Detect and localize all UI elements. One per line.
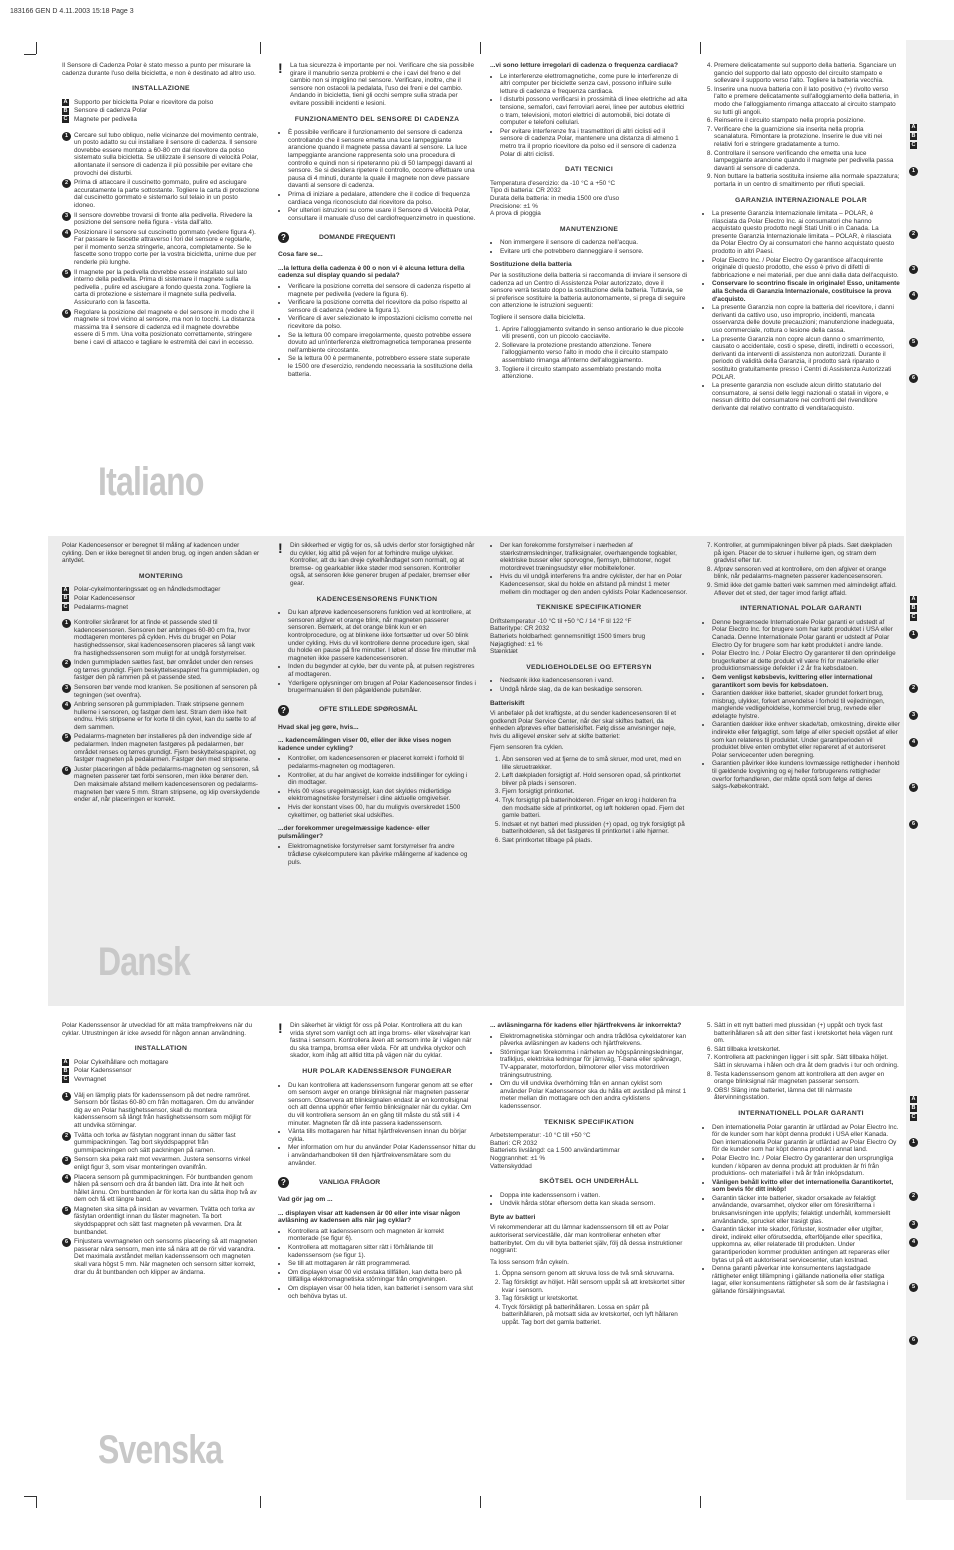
crop-mark — [480, 1496, 481, 1508]
list-item: 1. Åbn sensoren ved at fjerne de to små skruer, mod uret, med en lille skruetrækker. — [502, 756, 688, 771]
edge-legend-marker: C — [911, 614, 916, 620]
list-item: • Garantien dækker ikke enhver skade/tab, omkostning, direkte eller indirekte eller følgagtigt, som følge af eller specielt opstået af eller som kan relateres til produktet. Under garantiperioden vil produktet blive enten ombyttet eller repareret af et autoriseret Polar servicecenter uden beregning. — [712, 721, 900, 759]
list-item: • Se la lettura 00 è permanente, potrebbero essere state superate le 1500 ore d'esercizio, rendendo necessaria la sostituzione della batteria. — [288, 355, 476, 378]
spec-line: Noggrannhet: ±1 % — [490, 1154, 546, 1162]
list-item: • Garantien dækker ikke batteriet, skader grundet forkert brug, misbrug, ulykker, forkert anvendelse i forhold til vejledningen, manglende vedligeholdelse, kommerciel brug, revnede eller ødelagte hylstre. — [712, 690, 900, 720]
sv-faq-heading — [278, 1177, 476, 1188]
da-steps: 1 Kontroller skrårøret for at finde et passende sted til kadencesensoren. Sensoren bør anbringes 60-80 cm fra, hvor modtageren monteres på cyklen. Hvis du bruger en Polar hastighedssensor, skal kadencesensoren placeres så langt væk fra hastighedssensoren som muligt for at undgå forstyrrelser. 2 Inden gummipladen sættes fast, bør området under den renses og tørres grundigt. Fjern beskyttelsespapiret fra gummipladen, og fastgør den på rammen på et passende sted. 3 Sensoren bør vende mod kranken. Se positionen af sensoren på tegningen (set ovenfra). 4 Anbring sensoren på gummipladen. Træk stripsene gennem hullerne i sensoren, og fastgør dem løst. Stram dem ikke helt endnu. Hvis stripsene er for korte til din cykel, kan du sætte to af dem sammen. 5 Pedalarms-magneten bør installeres på den indvendige side af pedalarmen. Inden magneten fastgøres på pedalarmen, bør området renses og tørres grundigt. Fjern beskyttelsespapiret, og fastgør magneten på pedalarmen. Fastgør den med stripsene. 6 Juster placeringen af både pedalarms-magneten og sensoren, så magneten passerer tæt forbi sensoren, men ikke berører den. Den maksimale afstand mellem kadencesensoren og pedalarms-magneten bør være 5 mm. Stram stripsene, og klip overskydende ender af, når placeringen er korrekt. — [62, 619, 260, 804]
sv-batt-intro: Vi rekommenderar att du lämnar kadenssensorn till ett av Polar auktoriserat serviceställe, där man kontrollerar enheten efter batteribytet. Om du vill byta batteriet själv, följ då dessa instruktioner noggrant: — [490, 1224, 683, 1255]
it-intro: Il Sensore di Cadenza Polar è stato messo a punto per misurare la cadenza durante l'uso della bicicletta, e non è destinato ad altro uso. — [62, 62, 256, 77]
edge-legend-marker: C — [911, 142, 916, 148]
list-item: • Mer information om hur du använder Polar Kadenssensor hittar du i användarhandboken till den hjärtfrekvensmätare som du använder. — [288, 1144, 476, 1167]
edge-step-marker: 6 — [909, 820, 918, 829]
edge-legend-marker: A — [911, 1096, 916, 1102]
legend-c: Vevmagnet — [74, 1075, 106, 1083]
legend-b: Sensore di cadenza Polar — [74, 107, 148, 115]
it-tech-heading: DATI TECNICI — [564, 166, 614, 174]
list-item: • Störningar kan förekomma i närheten av högspänningsledningar, trafikljus, elektriska ledningar för järnväg, T-bana eller spårvagn, TV-apparater, motorfordon, bilmotorer eller viss motordriven träningsutrustning. — [500, 1049, 688, 1079]
spec-line: Vattenskyddad — [490, 1162, 532, 1170]
list-item: 8. Afprøv sensoren ved at kontrollere, om den afgiver et orange blink, når pedalarms-magneten passerer kadencesensoren. — [714, 566, 900, 581]
sv-guar — [702, 1124, 900, 1296]
da-warning — [278, 542, 476, 588]
da-batt-steps-a — [490, 756, 688, 845]
it-steps: 1 Cercare sul tubo obliquo, nelle vicinanze del movimento centrale, un posto adatto su cui installare il sensore di cadenza. Il sensore dovrebbe essere montato a 60-80 cm dal ricevitore da polso sistemato sulla bicicletta. Se utilizzate il sensore di velocità Polar, allontanate il sensore di cadenza il più possibile per evitare che provochi dei disturbi. 2 Prima di attaccare il cuscinetto gommato, pulire ed asciugare accuratamente la parte sottostante. Togliere la carta di protezione dal cuscinetto gommato e sistemarlo sul telaio in un posto idoneo. 3 Il sensore dovrebbe trovarsi di fronte alla pedivella. Rivedere la posizione del sensore nella figura - vista dall'alto. 4 Posizionare il sensore sul cuscinetto gommato (vedere figura 4). Far passare le fascette attraverso i fori del sensore e regolarle, per il momento senza stringerle, ancora, completamente. Se le fascette sono troppo corte per la vostra bicicletta, unirne due per renderle più lunghe. 5 Il magnete per la pedivella dovrebbe essere installato sul lato interno della pedivella. Prima di sistemare il magnete sulla pedivella , pulire ed asciugare a fondo questa zona. Togliere la carta di protezione e sistemare il magnete sulla pedivella. Assicurarlo con la fascetta. 6 Regolare la posizione del magnete e del sensore in modo che il magnete si trovi vicino al sensore, ma non lo tocchi. La distanza massima tra il sensore di cadenza ed il magnete dovrebbe essere di 5 mm. Una volta posizionato correttamente, stringere bene i cavi di attacco e tagliare le estremità dei cavi in eccesso. — [62, 132, 260, 347]
legend-c: Magnete per pedivella — [74, 115, 137, 123]
step-3: Sensorn ska peka rakt mot vevarmen. Justera sensorns vinkel enligt figur 3, som visar monteringen ovanifrån. — [74, 1156, 251, 1171]
list-item: • Hvis der konstant vises 00, har du muligvis overskredet 1500 cykeltimer, og batteriet skal udskiftes. — [288, 804, 476, 819]
it-faq-heading — [278, 232, 476, 243]
list-item: 8. Controllare il sensore verificando che emetta una luce lampeggiante arancione quando il magnete per pedivella passa davanti al sensore di cadenza. — [714, 150, 900, 173]
list-item: 8. Testa kadenssensorn genom att kontrollera att den avger en orange blinksignal när magneten passerar sensorn. — [714, 1071, 900, 1086]
edge-step-marker: 2 — [909, 684, 918, 693]
it-batt-intro: Per la sostituzione della batteria si raccomanda di inviare il sensore di cadenza ad un Centro di Assistenza Polar autorizzato, dove il sensore verrà testato dopo la sostituzione della batteria. Tuttavia, se si preferisce sostituire la batteria autonomamente, si prega di seguire con attenzione le istruzioni seguenti: — [490, 272, 688, 310]
da-faq-sub: Hvad skal jeg gøre, hvis... — [278, 723, 359, 731]
step-6: Juster placeringen af både pedalarms-magneten og sensoren, så magneten passerer tæt forbi sensoren, men ikke berører den. Den maksimale afstand mellem kadencesensoren og pedalarms-magneten bør være 5 mm. Stram stripsene, og klip overskydende ender af, når placeringen er korrekt. — [74, 765, 260, 804]
list-item: • Inden du begynder at cykle, bør du vente på, at pulsen registreres af modtageren. — [288, 663, 476, 678]
step-2: Prima di attaccare il cuscinetto gommato, pulire ed asciugare accuratamente la parte sottostante. Togliere la carta di protezione dal cuscinetto gommato e sistemarlo sul telaio in un posto idoneo. — [74, 179, 260, 209]
list-item: 2. Løft dækpladen forsigtigt af. Hold sensoren opad, så printkortet bliver på plads i sensoren. — [502, 772, 688, 787]
list-item: • La presente Garanzia Internazionale limitata – POLAR, è rilasciata da Polar Electro Inc. ai consumatori che hanno acquistato questo prodotto negli Stati Uniti o in Canada. La presente Garanzia Internazionale limitata – POLAR, è rilasciata da Polar Electro Oy ai consumatori che hanno acquistato questo prodotto in altri Paesi. — [712, 210, 900, 256]
legend-a: Supporto per bicicletta Polar e ricevitore da polso — [74, 98, 214, 106]
da-faq-a2-b — [490, 542, 688, 596]
da-col-1 — [62, 542, 260, 806]
step-6: Finjustera vevmagneten och sensorns placering så att magneten passerar nära sensorn, men inte så nära att de rör vid varandra. Det maximala avståndet mellan kadenssensorn och magneten skall vara högst 5 mm. När magneten och sensorn sitter korrekt, drar du åt buntbanden och klipper av ändarna. — [74, 1238, 258, 1276]
list-item: 6. Reinserire il circuito stampato nella propria posizione. — [714, 117, 900, 125]
legend-a: Polar Cykelhållare och mottagare — [74, 1058, 169, 1066]
crop-mark — [24, 54, 36, 55]
crop-mark — [24, 1496, 36, 1497]
list-item: • Per ulteriori istruzioni su come usare il Sensore di Velocità Polar, consultare il manuale d'uso del cardiofrequenzimetro in questione. — [288, 207, 476, 222]
edge-step-marker: 3 — [909, 711, 918, 720]
edge-legend-marker: C — [911, 1114, 916, 1120]
spec-line: Stænktæt — [490, 648, 518, 656]
list-item: • Du kan afprøve kadencesensorens funktion ved at kontrollere, at sensoren afgiver et orange blink, når magneten passerer sensoren. Bemærk, at det orange blink kun er en kontrolprocedure, og at blinkene ikke fortsætter ud over 50 blink under cykling. Hvis du vil kontrollere denne procedure igen, skal du holde en pause på fire minutter. I løbet af disse fire minutter må magneten ikke passere kadencesensoren. — [288, 609, 476, 662]
da-legend: A Polar-cykelmonteringssæt og en håndledsmodtager B Polar Kadencesensor C Pedalarms-magnet — [63, 586, 221, 611]
step-1: Välj en lämplig plats för kadenssensorn på det nedre ramröret. Sensorn bör fästas 60-80 cm från mottagaren. Om du använder dig av en Polar hastighetssensor, skall du montera kadenssensorn så långt från hastighetssensorn som möjligt för att undvika störningar. — [74, 1091, 255, 1129]
list-item: • Garantien påvirker ikke kundens lovmæssige rettigheder i henhold til gældende lovgivning og ej heller forbrugerens rettigheder overfor forhandleren, der måtte opstå som følge af deres salgs-/købekontrakt. — [712, 760, 900, 790]
sv-col-2 — [278, 1022, 476, 1304]
list-item: • È possibile verificare il funzionamento del sensore di cadenza controllando che il sensore emetta una luce lampeggiante arancione quando il magnete passa davanti al sensore. La luce lampeggiante arancione rappresenta solo una procedura di controllo e quindi non si ripeteranno più di 50 lampeggi davanti al sensore. Se si desidera ripetere il controllo, occorre effettuare una pausa di 4 minuti, durante la quale il magnete non deve passare davanti al sensore di cadenza. — [288, 129, 476, 190]
list-item: 5. Sätt in ett nytt batteri med plussidan (+) uppåt och tryck fast batterihållaren så att den sitter fast i kretskortet hela vägen runt om. — [714, 1022, 900, 1045]
list-item: 5. Inserire una nuova batteria con il lato positivo (+) rivolto verso l'alto e premere delicatamente sull'alloggiamento della batteria, in modo che l'alloggiamento rimanga attaccato al circuito stampato su tutti gli angoli. — [714, 86, 900, 116]
list-item: • Den internationella Polar garantin är utfärdad av Polar Electro Inc. för de kunder som har köpt denna produkt i USA eller Kanada. Den internationella Polar garantin är utfärdad av Polar Electro Oy för de kunder som har köpt denna produkt i annat land. — [712, 1124, 900, 1154]
da-tech-heading: TEKNISKE SPECIFIKATIONER — [536, 604, 642, 612]
edge-step-marker: 1 — [909, 1138, 918, 1147]
step-3: Sensoren bør vende mod kranken. Se positionen af sensoren på tegningen (set ovenfra). — [74, 683, 257, 699]
edge-step-marker: 3 — [909, 1220, 918, 1229]
list-item: • Kontroller, om kadencesensoren er placeret korrekt i forhold til pedalarms-magneten og modtageren. — [288, 755, 476, 770]
list-item: • Denne begrænsede Internationale Polar garanti er udstedt af Polar Electro Inc. for brugere som har købt produktet i USA eller Canada. Denne Internationale Polar garanti er udstedt af Polar Electro Oy for brugere som har købt produktet i andre lande. — [712, 619, 900, 649]
da-faq-a1 — [278, 755, 476, 819]
sv-faq-a2 — [490, 1033, 688, 1111]
sv-maint — [490, 1192, 688, 1208]
list-item: • Vänta tills mottagaren har hittat hjärtfrekvensen innan du börjar cykla. — [288, 1128, 476, 1143]
legend-c: Pedalarms-magnet — [74, 603, 128, 611]
it-guar — [702, 210, 900, 412]
sv-tech-heading: TEKNISK SPECIFIKATION — [543, 1118, 634, 1126]
sv-batt-heading: Byte av batteri — [490, 1213, 536, 1221]
da-maint-heading: VEDLIGEHOLDELSE OG EFTERSYN — [526, 663, 652, 671]
edge-legend-marker: A — [911, 124, 916, 130]
list-item: • Kontroller, at du har angivet de korrekte indstillinger for cykling i din modtager. — [288, 772, 476, 787]
legend-b: Polar Kadencesensor — [74, 594, 136, 602]
it-warning — [278, 62, 476, 108]
sv-language-label: Svenska — [98, 1428, 223, 1472]
warning-text: La tua sicurezza è importante per noi. Verificare che sia possibile girare il manubrio senza problemi e che i cavi del freno e del cambio non si impiglino nel sensore. Verificare, inoltre, che il sensore non ostacoli la pedalata, l'uso dei freni e del cambio. Andando in bicicletta, tieni gli occhi sempre sulla strada per evitare possibili incidenti e lesioni. — [290, 62, 475, 107]
spec-line: Batteriets livslängd: ca 1.500 användartimmar — [490, 1147, 620, 1155]
list-item: • La presente Garanzia non copre la batteria del ricevitore, i danni derivanti da cattivo uso, uso improprio, incidenti, mancata osservanza delle dovute precauzioni; manutenzione inadeguata, uso commerciale, rottura o lesione della cassa. — [712, 304, 900, 334]
da-faq-q1: ... kadencemålingen viser 00, eller der ikke vises nogen kadence under cykling? — [278, 737, 451, 752]
step-2: Tvätta och torka av fästytan noggrant innan du sätter fast gummipackningen. Tag bort skyddspappret från gummipackningen och sätt packningen på ramen. — [74, 1131, 236, 1154]
warning-icon: ! — [278, 1020, 283, 1036]
list-item: • La presente garanzia non esclude alcun diritto statutario del consumatore, ai sensi delle leggi nazionali o statali in vigore, e nessun diritto del consumatore nei confronti del rivenditore derivante dal relativo contratto di vendita/acquisto. — [712, 382, 900, 412]
sv-faq-q2: ... avläsningarna för kadens eller hjärtfrekvens är inkorrekta? — [490, 1022, 682, 1029]
list-item: • Elektromagnetiske forstyrrelser samt forstyrrelser fra andre trådløse cykelcomputere kan påvirke målingerne af kadence og puls. — [288, 843, 476, 866]
da-batt-steps-b — [702, 542, 900, 597]
step-4: Placera sensorn på gummipackningen. För buntbanden genom hålen på sensorn och dra åt banden lätt. Dra inte åt helt och hållet ännu. Om buntbanden är för korta kan du sätta ihop två av dem och få ett längre band. — [74, 1173, 257, 1204]
it-col-4 — [702, 62, 900, 417]
spec-line: Temperatura d'esercizio: da -10 °C a +50 °C — [490, 179, 616, 187]
sv-faq-q1: ... displayen visar att kadensen är 00 eller inte visar någon avläsning av kadensen alls när jag cyklar? — [278, 1209, 461, 1225]
sv-col-1 — [62, 1022, 260, 1278]
step-5: Il magnete per la pedivella dovrebbe essere installato sul lato interno della pedivella. Prima di sistemare il magnete sulla pedivella , pulire ed asciugare a fondo questa zona. Togliere la carta di protezione e sistemare il magnete sulla pedivella. Assicurarlo con la fascetta. — [74, 268, 251, 307]
list-item: 6. Sæt printkortet tilbage på plads. — [502, 837, 688, 845]
adjacent-page-strip — [906, 40, 954, 1500]
list-item: • Kontrollera att kadenssensorn och magneten är korrekt monterade (se figur 6). — [288, 1228, 476, 1243]
it-faq-q2: ...vi sono letture irregolari di cadenza o frequenza cardiaca? — [490, 62, 678, 69]
sv-steps: 1 Välj en lämplig plats för kadenssensorn på det nedre ramröret. Sensorn bör fästas 60-80 cm från mottagaren. Om du använder dig av en Polar hastighetssensor, skall du montera kadenssensorn så långt från hastighetssensorn som möjligt för att undvika störningar. 2 Tvätta och torka av fästytan noggrant innan du sätter fast gummipackningen. Tag bort skyddspappret från gummipackningen och sätt packningen på ramen. 3 Sensorn ska peka rakt mot vevarmen. Justera sensorns vinkel enligt figur 3, som visar monteringen ovanifrån. 4 Placera sensorn på gummipackningen. För buntbanden genom hålen på sensorn och dra åt banden lätt. Dra inte åt helt och hållet ännu. Om buntbanden är för korta kan du sätta ihop två av dem och få ett längre band. 5 Magneten ska sitta på insidan av vevarmen. Tvätta och torka av fästytan ordentligt innan du fäster magneten. Ta bort skyddspappret och sätt fast magneten på vevarmen. Dra åt buntbandet. 6 Finjustera vevmagneten och sensorns placering så att magneten passerar nära sensorn, men inte så nära att de rör vid varandra. Det maximala avståndet mellan kadenssensorn och magneten skall vara högst 5 mm. När magneten och sensorn sitter korrekt, drar du åt buntbanden och klipper av ändarna. — [62, 1092, 260, 1277]
list-item: • Om du vill undvika överhörning från en annan cyklist som använder Polar Kadenssensor ska du hålla ett avstånd på minst 1 meter mellan din mottagare och den andra cyklistens kadenssensor. — [500, 1080, 688, 1110]
da-faq-a2-a — [278, 843, 476, 866]
sv-col-3 — [490, 1022, 688, 1331]
list-item: • Nedsænk ikke kadencesensoren i vand. — [500, 677, 688, 685]
it-batt-lead: Togliere il sensore dalla bicicletta. — [490, 314, 586, 322]
list-item: 9. Smid ikke det gamle batteri væk sammen med almindeligt affald. Aflever det et sted, der tager imod farligt affald. — [714, 582, 900, 597]
list-item: 1. Aprire l'alloggiamento svitando in senso antiorario le due piccole viti presenti, con un piccolo cacciavite. — [502, 326, 688, 341]
sv-intro: Polar Kadenssensor är utvecklad för att mäta trampfrekvens när du cyklar. Utrustningen är icke avsedd för någon annan användning. — [62, 1022, 253, 1037]
step-3: Il sensore dovrebbe trovarsi di fronte alla pedivella. Rivedere la posizione del sensore nella figura - vista dall'alto. — [74, 211, 253, 227]
list-item: 3. Tag försiktigt ur kretskortet. — [502, 1295, 688, 1303]
list-item: • Du kan kontrollera att kadenssensorn fungerar genom att se efter om sensorn avger en orange blinksignal när magneten passerar sensorn. Observera att blinksignalen endast är en kontrollsignal och att denna upphör efter femtio blinksignaler när du cyklar. Om du vill kontrollera sensorn än en gång till måste du stå still i 4 minuter. Magneten får då inte passera kadenssensorn. — [288, 1082, 476, 1128]
step-6: Regolare la posizione del magnete e del sensore in modo che il magnete si trovi vicino al sensore, ma non lo tocchi. La distanza massima tra il sensore di cadenza ed il magnete dovrebbe essere di 5 mm. Una volta posizionato correttamente, stringere bene i cavi di attacco e tagliare le estremità dei cavi in eccesso. — [74, 308, 255, 346]
edge-step-marker: 5 — [909, 783, 918, 792]
crop-mark — [700, 42, 701, 54]
edge-step-marker: 4 — [909, 738, 918, 747]
da-func-list — [278, 609, 476, 695]
edge-step-marker: 4 — [909, 1238, 918, 1247]
sv-guar-heading: INTERNATIONELL POLAR GARANTI — [738, 1109, 864, 1117]
list-item: • Conservare lo scontrino fiscale in originale! Esso, unitamente alla Scheda di Garanzia Internazionale, costituisce la prova d'acquisto. — [712, 280, 900, 303]
spec-line: Batteriets holdbarhed: gennemsnitligt 1500 timers brug — [490, 632, 646, 640]
list-item: 6. Sätt tillbaka kretskortet. — [714, 1046, 900, 1054]
spec-line: Driftstemperatur -10 °C til +50 °C / 14 °F til 122 °F — [490, 617, 632, 625]
edge-legend-marker: B — [911, 133, 916, 139]
it-faq-sub: Cosa fare se... — [278, 251, 323, 259]
edge-legend-marker: A — [911, 596, 916, 602]
list-item: 5. Indsæt et nyt batteri med plussiden (+) opad, og tryk forsigtigt på batteriholderen, så det fastgøres til printkortet i alle hjørner. — [502, 821, 688, 836]
da-col-4 — [702, 542, 900, 795]
edge-step-marker: 6 — [909, 1336, 918, 1345]
sv-batt-steps-a — [490, 1270, 688, 1326]
edge-step-marker: 5 — [909, 338, 918, 347]
faq-heading-text: OFTE STILLEDE SPØRGSMÅL — [319, 706, 418, 714]
section-italiano — [48, 56, 904, 534]
da-maint — [490, 677, 688, 693]
list-item: • I disturbi possono verificarsi in prossimità di linee elettriche ad alta tensione, semafori, cavi ferroviari aerei, linee per autobus elettrici o tram, televisioni, motori elettrici di automobili, bici dotate di computer e telefoni cellulari. — [500, 96, 688, 126]
crop-mark — [480, 42, 481, 54]
list-item: • Non immergere il sensore di cadenza nell'acqua. — [500, 239, 688, 247]
list-item: • Verificare di aver selezionato le impostazioni ciclismo corrette nel ricevitore da polso. — [288, 315, 476, 330]
list-item: • Prima di iniziare a pedalare, attendere che il codice di frequenza cardiaca venga riconosciuto dal ricevitore da polso. — [288, 191, 476, 206]
list-item: 4. Tryck försiktigt på batterihållaren. Lossa en spärr på batterihållaren, på motsatt sida av kretskortet, och lyft hållaren uppåt. Tag bort det gamla batteriet. — [502, 1304, 688, 1327]
list-item: 7. Kontrollera att packningen ligger i sitt spår. Sätt tillbaka höljet. Sätt in skruvarna i hålen och dra åt dem gradvis i tur och ordning. — [714, 1054, 900, 1069]
sv-batt-lead: Ta loss sensorn från cykeln. — [490, 1258, 569, 1266]
list-item: • Om displayen visar 00 vid enstaka tillfällen, kan detta bero på tillfälliga elektromagnetiska störningar från omgivningen. — [288, 1269, 476, 1284]
step-5: Magneten ska sitta på insidan av vevarmen. Tvätta och torka av fästytan ordentligt innan du fäster magneten. Ta bort skyddspappret och sätt fast magneten på vevarmen. Dra åt buntbandet. — [74, 1205, 255, 1236]
list-item: 7. Verificare che la guarnizione sia inserita nella propria scanalatura. Rimontare la protezione. Inserire le due viti nei relativi fori e stringere gradatamente a turno. — [714, 126, 900, 149]
it-faq-a1 — [278, 283, 476, 378]
legend-b: Polar Kadenssensor — [74, 1067, 132, 1075]
warning-icon: ! — [278, 540, 283, 556]
it-batt-heading: Sostituzione della batteria — [490, 261, 572, 269]
faq-heading-text: DOMANDE FREQUENTI — [319, 233, 396, 241]
list-item: • La presente Garanzia non copre alcun danno o smarrimento, causato o accidentale, costi o spese, diretti, indiretti o eccessori, derivanti da interventi di assistenza non autorizzati. Durante il periodo di validità della Garanzia, il prodotto sarà riparato o sostituito gratuitamente presso i Centri di Assistenza Autorizzati POLAR. — [712, 336, 900, 382]
step-1: Kontroller skrårøret for at finde et passende sted til kadencesensoren. Sensoren bør anbringes 60-80 cm fra, hvor modtageren monteres på cyklen. Hvis du bruger en Polar hastighedssensor, skal kadencesensoren placeres så langt væk fra hastighedssensoren som muligt for at undgå forstyrrelser. — [74, 619, 255, 657]
list-item: • Polar Electro Inc. / Polar Electro Oy garanterer til den oprindelige bruger/køber at dette produkt vil være fri for materielle eller produktionsmæssige defekter i 2 år fra købsdatoen. — [712, 650, 900, 673]
warning-text: Din säkerhet är viktigt för oss på Polar. Kontrollera att du kan vrida styret som vanligt och att inga broms- eller växelvajrar kan fastna i sensorn. Kontrollera även att sensorn inte är i vägen när du ska trampa, bromsa eller växla. För att undvika olyckor och skador, kom ihåg att alltid titta på vägen när du cyklar. — [290, 1022, 472, 1060]
it-faq-a2 — [490, 73, 688, 159]
sv-col-4 — [702, 1022, 900, 1300]
list-item: • Verificare la posizione corretta del sensore di cadenza rispetto al magnete per pedivella (vedere la figura 6). — [288, 283, 476, 298]
list-item: • Undvik hårda stötar eftersom detta kan skada sensorn. — [500, 1200, 688, 1208]
spec-line: Nøjagtighed: ±1 % — [490, 640, 543, 648]
warning-text: Din sikkerhed er vigtig for os, så udvis derfor stor forsigtighed når du cykler, kig altid på vejen for at forhindre mulige ulykker. Kontroller, att du kan dreje cykelhåndtaget som normalt, og at bremse- og gearkabler ikke støder mod sensoren. Kontroller også, at sensoren ikke generer brugen af pedaler, bremser eller gear. — [290, 542, 475, 587]
list-item: 9. Non buttare la batteria sostituita insieme alla normale spazzatura; portarla in un centro di smaltimento per rifiuti speciali. — [714, 173, 900, 188]
step-4: Anbring sensoren på gummipladen. Træk stripsene gennem hullerne i sensoren, og fastgør dem løst. Stram dem ikke helt endnu. Hvis stripsene er for korte til din cykel, kan du sætte to af dem sammen. — [74, 701, 256, 731]
da-guar-heading: INTERNATIONAL POLAR GARANTI — [740, 605, 862, 613]
it-guar-heading: GARANZIA INTERNAZIONALE POLAR — [735, 196, 867, 204]
sv-legend: A Polar Cykelhållare och mottagare B Polar Kadenssensor C Vevmagnet — [63, 1058, 169, 1083]
it-legend: A Supporto per bicicletta Polar e ricevitore da polso B Sensore di cadenza Polar C Magnete per pedivella — [63, 98, 214, 123]
da-faq-q2: ...der forekommer uregelmæssige kadence- eller pulsmålinger? — [278, 825, 430, 840]
step-2: Inden gummipladen sættes fast, bør området under den renses og tørres grundigt. Fjern beskyttelsespapiret fra gummipladen, og fastgør den på rammen på et passende sted. — [74, 659, 260, 682]
sv-func-list — [278, 1082, 476, 1168]
it-language-label: Italiano — [98, 460, 204, 504]
edge-step-marker: 4 — [909, 291, 918, 300]
warning-icon: ! — [278, 60, 283, 76]
edge-step-marker: 2 — [909, 230, 918, 239]
list-item: • Kontrollera att mottagaren sitter rätt i förhållande till kadenssensorn (se figur 1). — [288, 1244, 476, 1259]
list-item: 3. Fjern forsigtigt printkortet. — [502, 788, 688, 796]
legend-a: Polar-cykelmonteringssæt og en håndledsmodtager — [74, 586, 221, 594]
list-item: 4. Premere delicatamente sul supporto della batteria. Sganciare un gancio del supporto dal lato opposto del circuito stampato e sollevare il supporto verso l'alto. Togliere la batteria vecchia. — [714, 62, 900, 85]
it-func-list — [278, 129, 476, 222]
da-col-2 — [278, 542, 476, 870]
print-header: 183166 GEN D 4.11.2003 15:18 Page 3 — [10, 8, 134, 15]
edge-step-marker: 3 — [909, 265, 918, 274]
da-batt-lead: Fjern sensoren fra cyklen. — [490, 744, 564, 752]
edge-step-marker: 2 — [909, 1192, 918, 1201]
list-item: • Garantin täcker inte batterier, skador orsakade av felaktigt användande, ovarsamhet, olyckor eller om föreskrifterna i bruksanvisningen inte uppfylls; felaktigt underhåll, kommersiellt användande, sprucket eller trasigt glas. — [712, 1195, 900, 1225]
list-item: • Le interferenze elettromagnetiche, come pure le interferenze di altri computer per biciclette senza cavi, possono influire sulle letture di cadenza e frequenza cardiaca. — [500, 73, 688, 96]
list-item: • Denna garanti påverkar inte konsumentens lagstadgade rättigheter enligt tillämpning i gällande nationella eller statliga lagar, eller konsumentens rättigheter så som de är fastslagna i gällande försäljningsavtal. — [712, 1265, 900, 1295]
list-item: • Se la lettura 00 compare irregolarmente, questo potrebbe essere dovuto ad un'interferenza elettromagnetica temporanea presente nell'ambiente circostante. — [288, 332, 476, 355]
list-item: • Vänligen behåll kvitto eller det internationella Garantikortet, som bevis för ditt inköp! — [712, 1179, 900, 1194]
list-item: • Verificare la posizione corretta del ricevitore da polso rispetto al sensore di cadenza (vedere la figura 1). — [288, 299, 476, 314]
list-item: • Gem venligst købsbevis, kvittering eller international garantikort som bevis for købsdatoen. — [712, 674, 900, 689]
spec-line: Precisione: ±1 % — [490, 202, 538, 210]
sv-faq-sub: Vad gör jag om ... — [278, 1196, 333, 1204]
edge-step-marker: 5 — [909, 1283, 918, 1292]
question-icon: ? — [278, 1177, 289, 1188]
spec-line: A prova di pioggia — [490, 210, 541, 218]
it-maint — [490, 239, 688, 255]
list-item: • Elektromagnetiska störningar och andra trådlösa cykeldatorer kan påverka avläsningen av kadens och hjärtfrekvens. — [500, 1033, 688, 1048]
crop-mark — [260, 1496, 261, 1508]
list-item: • Undgå hårde slag, da de kan beskadige sensoren. — [500, 686, 688, 694]
step-1: Cercare sul tubo obliquo, nelle vicinanze del movimento centrale, un posto adatto su cui installare il sensore di cadenza. Il sensore dovrebbe essere montato a 60-80 cm dal ricevitore da polso sistemato sulla bicicletta. Se utilizzate il sensore di velocità Polar, allontanate il sensore di cadenza il più possibile per evitare che provochi dei disturbi. — [74, 131, 259, 177]
sv-faq-a1 — [278, 1228, 476, 1300]
list-item: • Doppa inte kadenssensorn i vatten. — [500, 1192, 688, 1200]
list-item: 7. Kontroller, at gummipakningen bliver på plads. Sæt dækpladen på igen. Placer de to skruer i hullerne igen, og stram dem gradvist efter tur. — [714, 542, 900, 565]
da-guar — [702, 619, 900, 791]
list-item: 1. Öppna sensorn genom att skruva loss de två små skruvarna. — [502, 1270, 688, 1278]
list-item: • Yderligere oplysninger om brugen af Polar Kadencesensor findes i brugermanualen til den pågældende pulsmåler. — [288, 680, 476, 695]
list-item: • Polar Electro Inc. / Polar Electro Oy garanterar den ursprungliga kunden / köparen av denna produkt att produkten är fri från produktions- och materialfel i två år från inköpsdatum. — [712, 1155, 900, 1178]
spec-line: Durata della batteria: in media 1500 ore d'uso — [490, 194, 620, 202]
list-item: • Hvis du vil undgå interferens fra andre cyklister, der har en Polar Kadencesensor, skal du holde en afstand på mindst 1 meter mellem din modtager og den anden cyklists Polar Kadencesensor. — [500, 573, 688, 596]
it-install-heading: INSTALLAZIONE — [132, 85, 190, 93]
da-func-heading: KADENCESENSORENS FUNKTION — [316, 595, 438, 603]
it-func-heading: FUNZIONAMENTO DEL SENSORE DI CADENZA — [294, 115, 460, 123]
it-batt-steps-a — [490, 326, 688, 381]
it-col-2 — [278, 62, 476, 382]
crop-mark — [700, 1496, 701, 1508]
sv-func-heading: HUR POLAR KADENSSENSOR FUNGERAR — [302, 1067, 452, 1075]
sv-install-heading: INSTALLATION — [134, 1045, 188, 1053]
da-faq-heading — [278, 705, 476, 716]
spec-line: Tipo di batteria: CR 2032 — [490, 187, 561, 195]
crop-mark — [36, 1496, 37, 1508]
question-icon: ? — [278, 705, 289, 716]
edge-step-marker: 1 — [909, 167, 918, 176]
list-item: • Per evitare interferenze fra i trasmettitori di altri ciclisti ed il sensore di cadenza Polar, mantenere una distanza di almeno 1 metro tra il proprio ricevitore da polso ed il sensore di cadenza Polar di altri ciclisti. — [500, 128, 688, 158]
edge-legend-marker: B — [911, 1105, 916, 1111]
list-item: 4. Tryk forsigtigt på batteriholderen. Frigør en krog i holderen fra den modsatte side af printkortet, og løft holderen opad. Fjern det gamle batteri. — [502, 797, 688, 820]
da-col-3 — [490, 542, 688, 849]
list-item: 9. OBS! Släng inte batteriet, lämna det till närmaste återvinningsstation. — [714, 1087, 900, 1102]
da-install-heading: MONTERING — [138, 572, 184, 580]
section-dansk — [48, 536, 904, 1006]
da-batt-heading: Batteriskift — [490, 699, 525, 707]
it-tech — [490, 180, 688, 218]
list-item: 2. Sollevare la protezione prestando attenzione. Tenere l'alloggiamento verso l'alto in modo che il circuito stampato assemblato rimanga all'interno dell'alloggiamento. — [502, 342, 688, 365]
list-item: • Garantin täcker inte skador, förluster, kostnader eller utgifter, direkt, indirekt eller oförutsedda, efterföljande eller specifika, uppkomna av, eller relaterade till produkten. Under garantiperioden kommer produkten antingen att repareras eller bytas ut på ett auktoriserat servicecenter, utan kostnad. — [712, 1226, 900, 1264]
list-item: 3. Togliere il circuito stampato assemblato prestando molta attenzione. — [502, 366, 688, 381]
edge-legend-marker: B — [911, 605, 916, 611]
sv-batt-steps-b — [702, 1022, 900, 1102]
crop-mark — [36, 42, 37, 54]
it-col-3 — [490, 62, 688, 385]
list-item: • Hvis 00 vises uregelmæssigt, kan det skyldes midlertidige elektromagnetiske forstyrrelser i dine aktuelle omgivelser. — [288, 788, 476, 803]
section-svenska — [48, 1016, 904, 1496]
step-5: Pedalarms-magneten bør installeres på den indvendige side af pedalarmen. Inden magneten fastgøres på pedalarmen, bør området renses og tørres grundigt. Fjern beskyttelsespapiret, og fastgør magneten på pedalarmen. Fastgør den med stripsene. — [74, 733, 256, 764]
it-maint-heading: MANUTENZIONE — [559, 225, 619, 233]
da-intro: Polar Kadencesensor er beregnet til måling af kadencen under cykling. Den er ikke beregnet til anden brug, og ingen anden sådan er antydet. — [62, 542, 260, 565]
question-icon: ? — [278, 232, 289, 243]
edge-step-marker: 6 — [909, 374, 918, 383]
spec-line: Batteri: CR 2032 — [490, 1139, 538, 1147]
crop-mark — [260, 42, 261, 54]
faq-heading-text: VANLIGA FRÅGOR — [319, 1178, 381, 1186]
da-tech — [490, 618, 688, 656]
list-item: 2. Tag försiktigt av höljet. Håll sensorn uppåt så att kretskortet sitter kvar i sensorn. — [502, 1279, 688, 1294]
list-item: • Evitare urti che potrebbero danneggiare il sensore. — [500, 248, 688, 256]
sv-warning — [278, 1022, 476, 1060]
sv-maint-heading: SKÖTSEL OCH UNDERHÅLL — [539, 1178, 639, 1186]
step-4: Posizionare il sensore sul cuscinetto gommato (vedere figura 4). Far passare le fascette attraverso i fori del sensore e regolarle, per il momento senza stringerle, ancora, completamente. Se le fascette sono troppo corte per la vostra bicicletta, unirne due per renderle più lunghe. — [74, 228, 257, 267]
spec-line: Arbetstemperatur: -10 °C till +50 °C — [490, 1132, 591, 1140]
spec-line: Batteritype: CR 2032 — [490, 625, 550, 633]
edge-step-marker: 1 — [909, 630, 918, 639]
list-item: • Polar Electro Inc. / Polar Electro Oy garantisce all'acquirente originale di questo prodotto, che esso è privo di difetti di fabbricazione e nei materiali, per due anni dalla data dell'acquisto. — [712, 257, 900, 280]
list-item: • Der kan forekomme forstyrrelser i nærheden af stærkstrømsledninger, trafiksignaler, overhængende togkabler, elektriske busser eller sporvogne, fjernsyn, bilmotorer, noget motordrevet træningsudstyr eller mobiltelefoner. — [500, 542, 688, 572]
da-batt-intro: Vi anbefaler på det kraftigste, at du sender kadencesensoren til et godkendt Polar Service Center, når der skal skiftes batteri, da enheden afprøves efter batteriskiftet. Følg disse anvisninger nøje, hvis du alligevel ønsker selv at skifte batteriet: — [490, 710, 677, 740]
it-faq-q1: ...la lettura della cadenza è 00 o non vi è alcuna lettura della cadenza sul display quando si pedala? — [278, 264, 465, 280]
list-item: • Om displayen visar 00 hela tiden, kan batteriet i sensorn vara slut och behöva bytas ut. — [288, 1285, 476, 1300]
da-language-label: Dansk — [98, 940, 191, 984]
it-batt-steps-b — [702, 62, 900, 189]
list-item: • Se till att mottagaren är rätt programmerad. — [288, 1260, 476, 1268]
it-col-1 — [62, 62, 260, 349]
sv-tech — [490, 1132, 688, 1170]
